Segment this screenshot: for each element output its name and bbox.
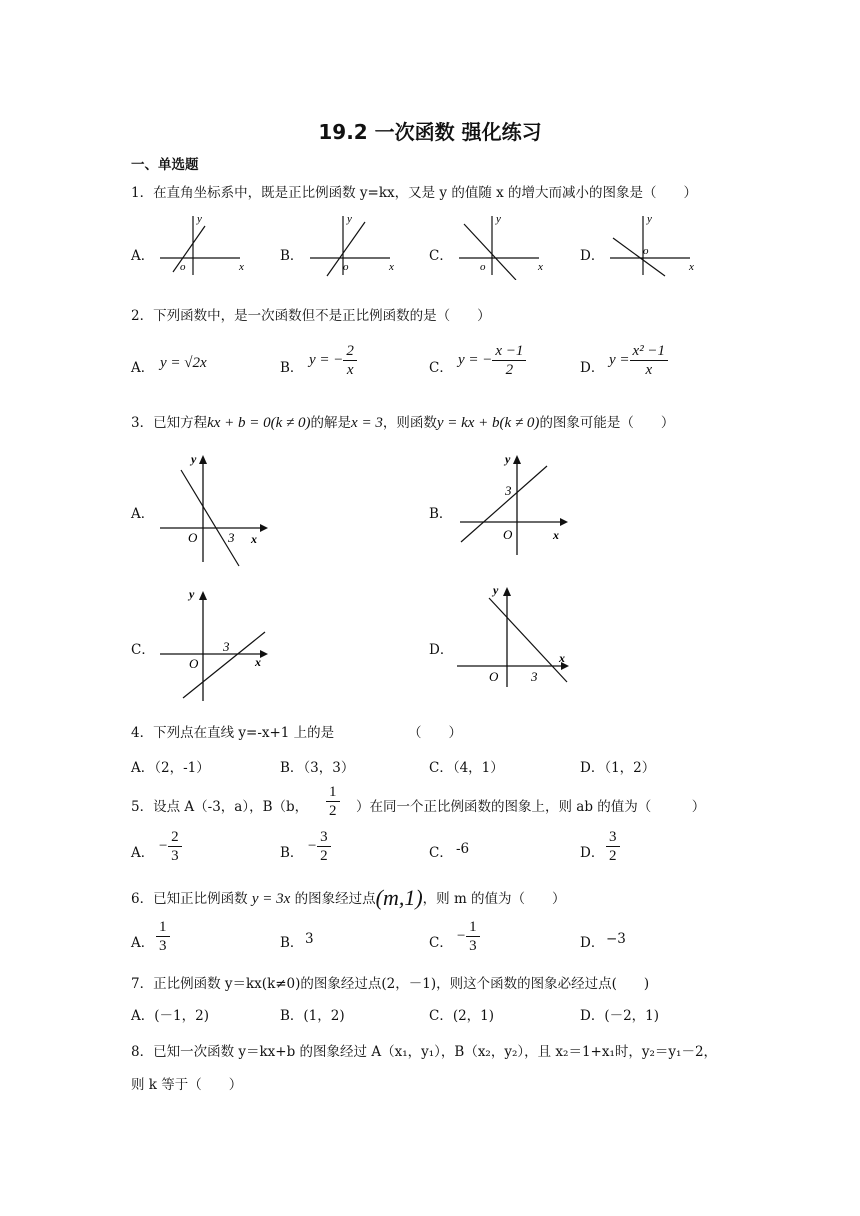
q1b-origin: o <box>343 261 349 273</box>
q3-option-b-label: B． <box>429 506 453 522</box>
q7-option-a: A．(－1，2) <box>131 1008 209 1024</box>
question-4-paren: （ ） <box>408 725 462 741</box>
q2-option-a-label: A． <box>131 360 155 376</box>
question-5-stem-1: 5．设点 A（-3，a），B（b， <box>131 799 309 815</box>
q3d-x-label: x <box>559 651 565 665</box>
q3-option-c-label: C． <box>131 642 155 658</box>
q2-option-b-label: B． <box>280 360 304 376</box>
q1a-x-label: x <box>239 261 244 273</box>
q6-option-a-label: A． <box>131 935 155 951</box>
q1a-y-label: y <box>197 213 202 225</box>
q1a-origin: o <box>180 261 186 273</box>
q3a-y-label: y <box>191 452 197 466</box>
q1-option-d-label: D． <box>580 248 605 264</box>
question-5-stem-2: ）在同一个正比例函数的图象上，则 ab 的值为（ ） <box>356 799 706 815</box>
question-7-stem: 7．正比例函数 y＝kx(k≠0)的图象经过点(2，－1)，则这个函数的图象必经过点( ) <box>131 976 650 992</box>
q5-option-a-expr: − $\frac{2}{3}$ <box>158 828 182 865</box>
q1c-y-label: y <box>496 213 501 225</box>
q6-option-d-value: −3 <box>606 931 626 947</box>
q5-option-b-expr: − $\frac{3}{2}$ <box>307 828 331 865</box>
q3b-three: 3 <box>505 483 512 498</box>
q3b-x-label: x <box>553 528 559 542</box>
q3-option-a-label: A． <box>131 506 155 522</box>
page-title: 19.2 一次函数 强化练习 <box>318 120 542 144</box>
q7-option-d: D．(－2，1) <box>580 1008 660 1024</box>
q3d-three: 3 <box>531 669 538 684</box>
q1-option-a-label: A． <box>131 248 155 264</box>
q5-option-b-label: B． <box>280 845 304 861</box>
q5-option-a-label: A． <box>131 845 155 861</box>
question-4-stem: 4．下列点在直线 y=-x+1 上的是 <box>131 725 335 741</box>
q3-graph-d <box>455 582 580 692</box>
q1-option-c-label: C． <box>429 248 453 264</box>
q7-option-b: B．(1，2) <box>280 1008 345 1024</box>
q4-option-a: A．（2，-1） <box>131 760 210 776</box>
q1-graph-a <box>155 210 250 280</box>
q1d-origin: o <box>643 245 649 257</box>
q5-option-d-label: D． <box>580 845 605 861</box>
q2-option-d-expr: y = $\frac{\text{x² −1}}{x}$ <box>609 342 668 379</box>
question-5-point-fraction: $\frac{1}{2}$ <box>326 783 340 820</box>
q3-graph-a <box>155 450 270 575</box>
section-heading: 一、单选题 <box>131 157 199 173</box>
q1-graph-b <box>305 210 400 280</box>
q1c-origin: o <box>480 261 486 273</box>
q1b-y-label: y <box>347 213 352 225</box>
q1d-x-label: x <box>689 261 694 273</box>
question-2-stem: 2．下列函数中，是一次函数但不是正比例函数的是（ ） <box>131 308 491 324</box>
q3a-three: 3 <box>228 530 235 545</box>
q6-option-c-label: C． <box>429 935 453 951</box>
q1-option-b-label: B． <box>280 248 304 264</box>
q2-option-b-expr: y = − $\frac{2}{x}$ <box>309 342 357 379</box>
q2-option-c-label: C． <box>429 360 453 376</box>
q6-option-d-label: D． <box>580 935 605 951</box>
q3b-y-label: y <box>505 452 511 466</box>
q1d-y-label: y <box>647 213 652 225</box>
q1-graph-c <box>454 210 549 280</box>
q3d-y-label: y <box>493 583 499 597</box>
q4-option-d: D．（1，2） <box>580 760 656 776</box>
q7-option-c: C．(2，1) <box>429 1008 495 1024</box>
q4-option-b: B．（3，3） <box>280 760 355 776</box>
q2-option-c-expr: y = − $\frac{x -1}{2}$ <box>458 342 526 379</box>
q2-option-a-expr: y = √2x <box>160 355 207 371</box>
q5-option-c-value: -6 <box>456 841 470 857</box>
question-8-line-2: 则 k 等于（ ） <box>131 1077 243 1093</box>
q2-option-d-label: D． <box>580 360 605 376</box>
q3c-x-label: x <box>255 655 261 669</box>
q3d-origin: O <box>489 669 499 684</box>
q3-graph-c <box>155 586 270 711</box>
question-8-line-1: 8．已知一次函数 y＝kx+b 的图象经过 A（x₁，y₁），B（x₂，y₂），且 x₂＝1+x₁时，y₂＝y₁－2， <box>131 1044 718 1060</box>
q3c-three: 3 <box>223 639 230 654</box>
q1c-x-label: x <box>538 261 543 273</box>
q3c-origin: O <box>189 656 199 671</box>
q5-option-d-expr: $\frac{3}{2}$ <box>606 828 620 865</box>
q3b-origin: O <box>503 527 513 542</box>
q6-option-b-label: B． <box>280 935 304 951</box>
q6-option-c-expr: − $\frac{1}{3}$ <box>456 918 480 955</box>
question-3-stem: 3．已知方程kx + b = 0(k ≠ 0)的解是x = 3，则函数y = kx + b(k ≠ 0)的图象可能是（ ） <box>131 415 675 431</box>
q1b-x-label: x <box>389 261 394 273</box>
q3c-y-label: y <box>189 587 195 601</box>
q3-graph-b <box>455 450 570 575</box>
q5-option-c-label: C． <box>429 845 453 861</box>
question-1-stem: 1．在直角坐标系中，既是正比例函数 y=kx，又是 y 的值随 x 的增大而减小的图象是（ ） <box>131 185 698 201</box>
q3a-origin: O <box>188 530 198 545</box>
q3a-x-label: x <box>251 532 257 546</box>
q1-graph-d <box>605 210 700 280</box>
q6-option-a-expr: $\frac{1}{3}$ <box>156 918 170 955</box>
q4-option-c: C．（4，1） <box>429 760 504 776</box>
question-6-stem: 6．已知正比例函数 y = 3x 的图象经过点(m,1)，则 m 的值为（ ） <box>131 885 566 910</box>
q6-option-b-value: 3 <box>305 931 314 947</box>
q3-option-d-label: D． <box>429 642 454 658</box>
